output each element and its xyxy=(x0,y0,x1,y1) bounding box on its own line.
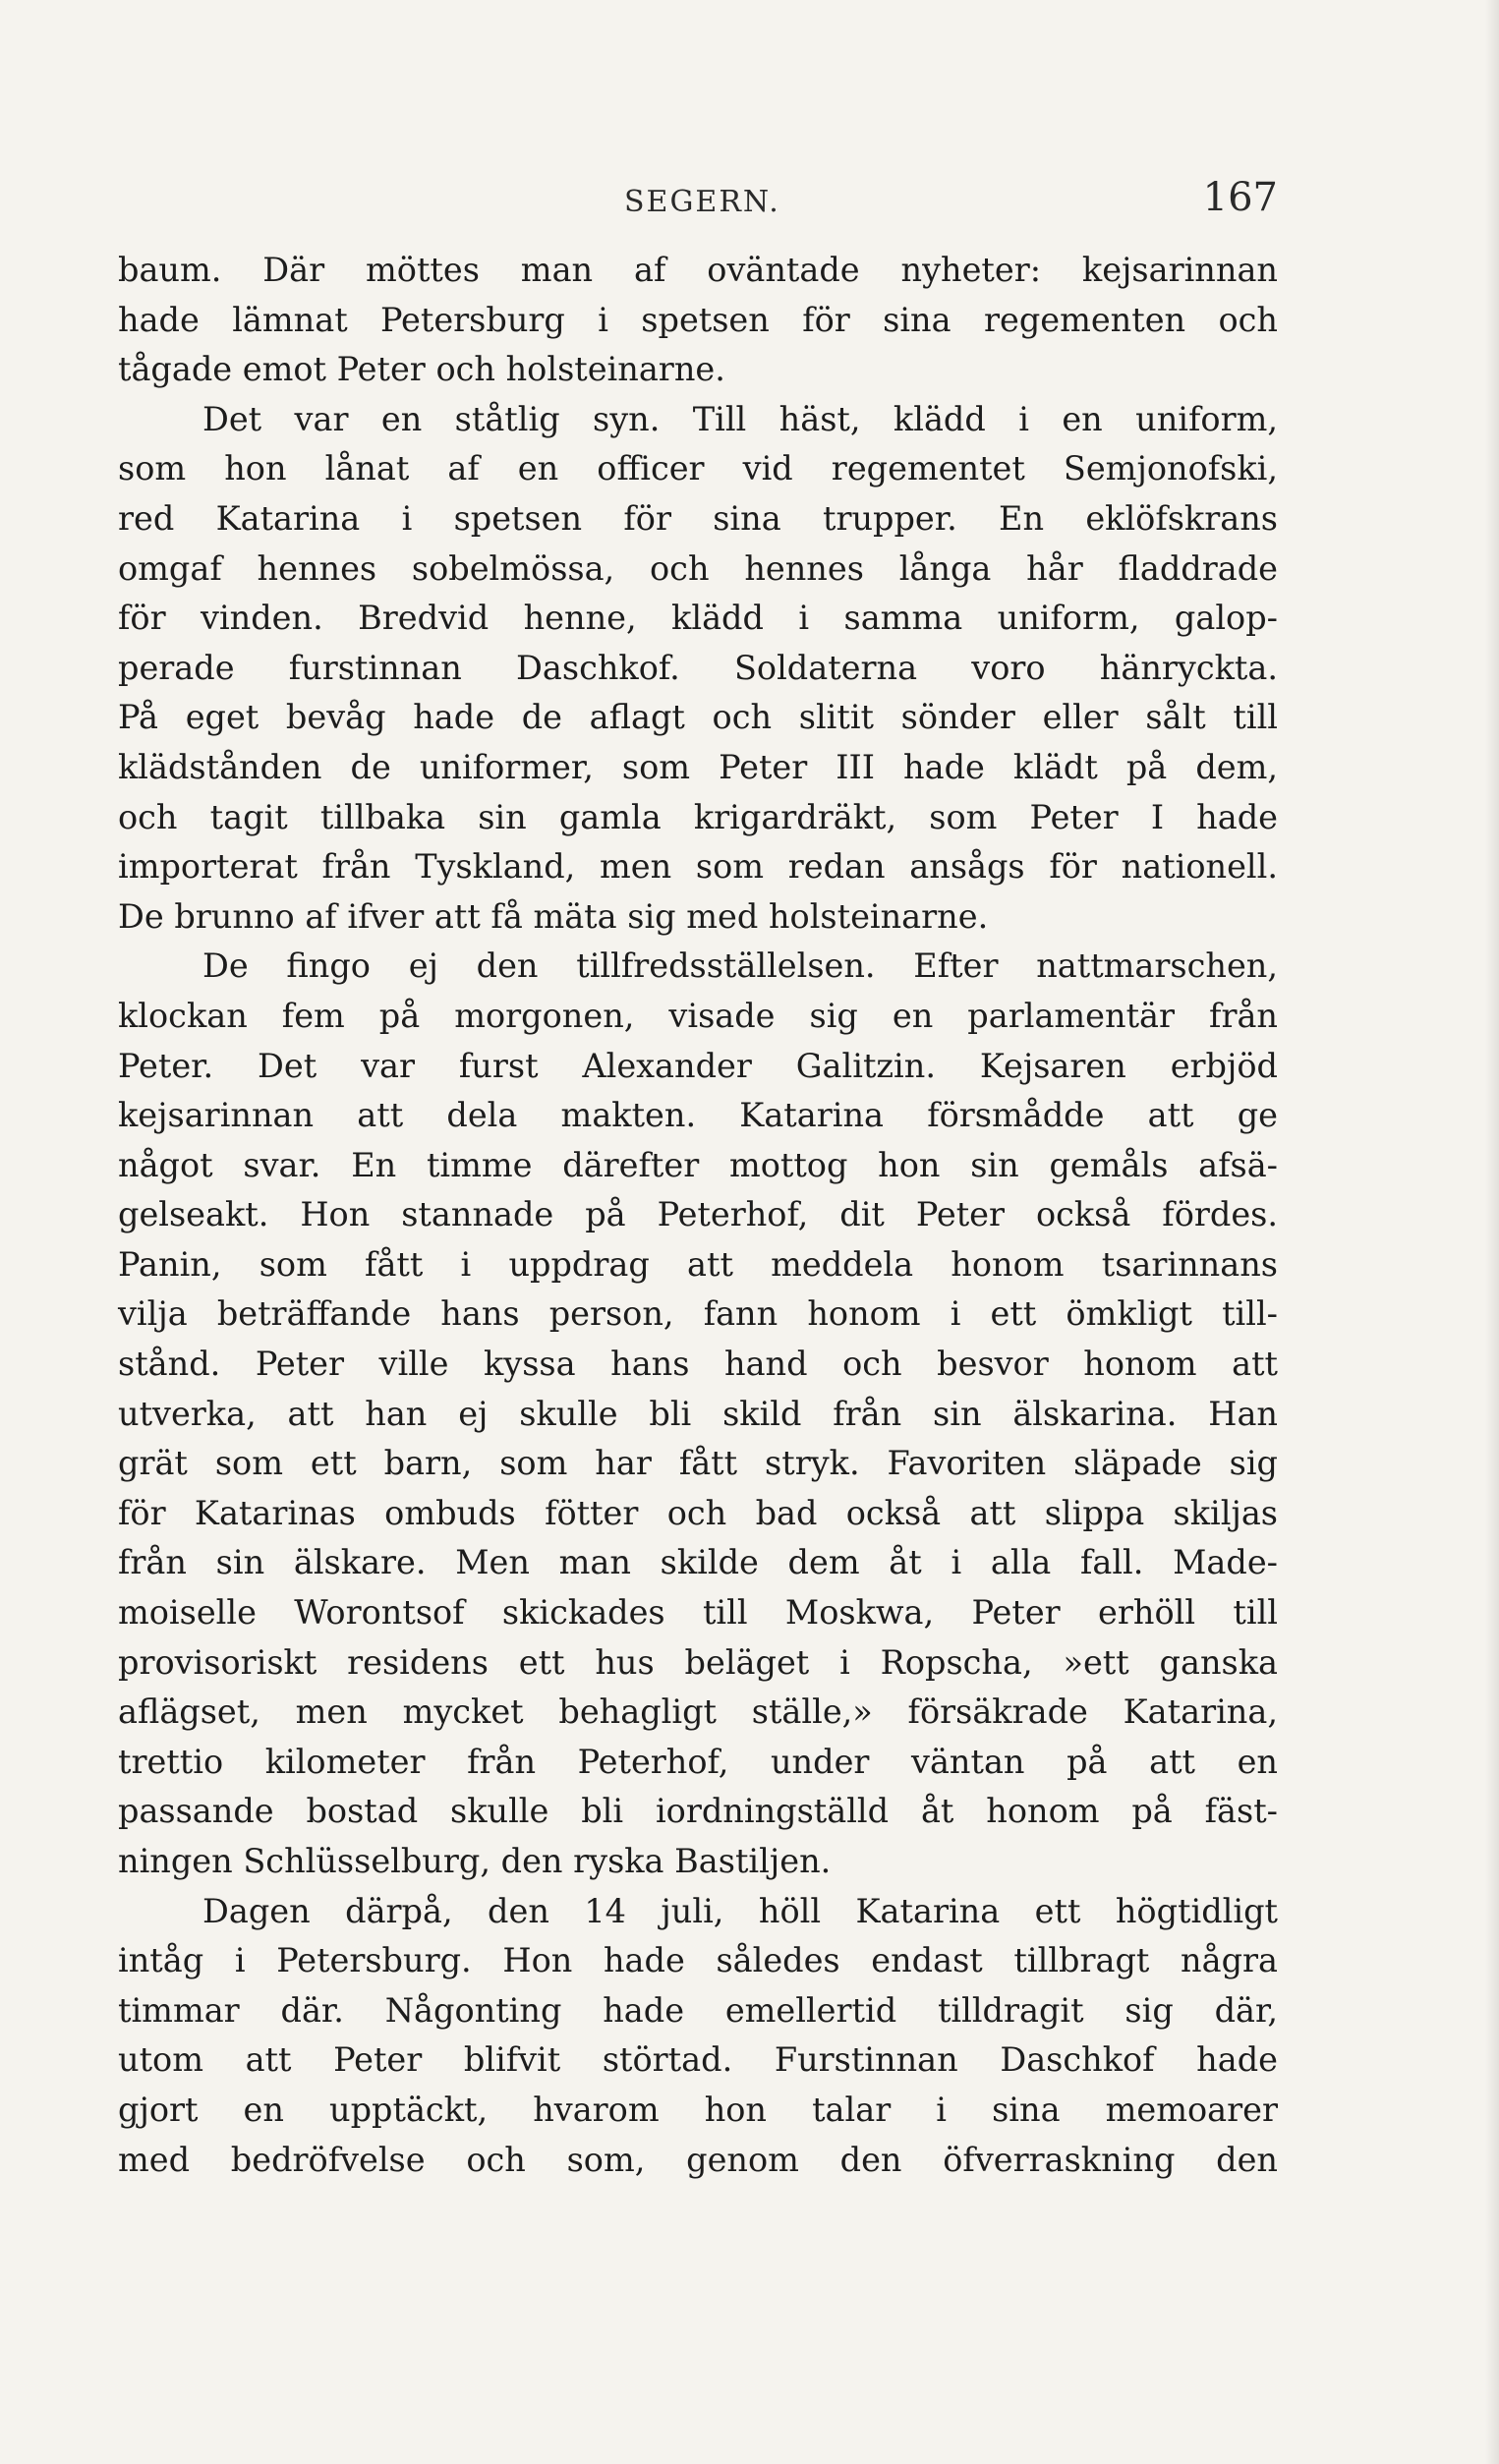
text-line: perade furstinnan Daschkof. Soldaterna voro hänryckta. xyxy=(118,648,1278,687)
text-line: Det var en ståtlig syn. Till häst, klädd i en uniform, xyxy=(202,399,1278,438)
text-line: utverka, att han ej skulle bli skild från sin älskarina. Han xyxy=(118,1394,1278,1433)
text-line: tågade emot Peter och holsteinarne. xyxy=(118,350,725,389)
text-line: utom att Peter blifvit störtad. Furstinnan Daschkof hade xyxy=(118,2040,1278,2080)
text-line: ningen Schlüsselburg, den ryska Bastiljen. xyxy=(118,1842,832,1880)
text-line: trettio kilometer från Peterhof, under väntan på att en xyxy=(118,1742,1278,1781)
text-line: för vinden. Bredvid henne, klädd i samma uniform, galop- xyxy=(118,599,1278,638)
text-line: aflägset, men mycket behagligt ställe,» försäkrade Katarina, xyxy=(118,1692,1278,1732)
text-line: med bedröfvelse och som, genom den öfverraskning den xyxy=(118,2140,1278,2179)
text-line: och tagit tillbaka sin gamla krigardräkt, som Peter I hade xyxy=(118,797,1278,836)
text-line: baum. Där möttes man af oväntade nyheter: kejsarinnan xyxy=(118,251,1278,289)
text-line: importerat från Tyskland, men som redan ansågs för nationell. xyxy=(118,847,1278,887)
text-line: som hon lånat af en officer vid regementet Semjonofski, xyxy=(118,449,1278,488)
text-line: hade lämnat Petersburg i spetsen för sina regementen och xyxy=(118,300,1278,339)
text-line: kejsarinnan att dela makten. Katarina försmådde att ge xyxy=(118,1096,1278,1135)
body-text xyxy=(118,246,1278,2185)
page-header xyxy=(118,175,1278,234)
text-line: På eget bevåg hade de aflagt och slitit sönder eller sålt till xyxy=(118,698,1278,737)
text-line: gelseakt. Hon stannade på Peterhof, dit Peter också fördes. xyxy=(118,1195,1278,1234)
text-line: stånd. Peter ville kyssa hans hand och besvor honom att xyxy=(118,1345,1278,1384)
text-line: intåg i Petersburg. Hon hade således endast tillbragt några xyxy=(118,1941,1278,1980)
text-line: provisoriskt residens ett hus beläget i Ropscha, »ett ganska xyxy=(118,1642,1278,1682)
text-line: klädstånden de uniformer, som Peter III hade klädt på dem, xyxy=(118,747,1278,786)
page-number: 167 xyxy=(1202,175,1278,220)
text-line: något svar. En timme därefter mottog hon sin gemåls afsä- xyxy=(118,1145,1278,1184)
text-line: red Katarina i spetsen för sina trupper. En eklöfskrans xyxy=(118,498,1278,538)
text-line: vilja beträffande hans person, fann honom i ett ömkligt till- xyxy=(118,1294,1278,1334)
text-line: Panin, som fått i uppdrag att meddela honom tsarinnans xyxy=(118,1244,1278,1284)
text-line: Peter. Det var furst Alexander Galitzin. Kejsaren erbjöd xyxy=(118,1046,1278,1085)
text-line: Dagen därpå, den 14 juli, höll Katarina ett högtidligt xyxy=(202,1891,1278,1930)
text-line: från sin älskare. Men man skilde dem åt i alla fall. Made- xyxy=(118,1543,1278,1582)
text-line: grät som ett barn, som har fått stryk. Favoriten släpade sig xyxy=(118,1444,1278,1483)
text-line: timmar där. Någonting hade emellertid tilldragit sig där, xyxy=(118,1990,1278,2030)
page-edge-shadow xyxy=(1485,0,1499,2464)
text-line: gjort en upptäckt, hvarom hon talar i sina memoarer xyxy=(118,2090,1278,2129)
text-line: De brunno af ifver att få mäta sig med holsteinarne. xyxy=(118,896,989,936)
running-head: SEGERN. xyxy=(624,185,780,219)
text-line: De fingo ej den tillfredsställelsen. Efter nattmarschen, xyxy=(202,946,1278,986)
text-line: moiselle Worontsof skickades till Moskwa, Peter erhöll till xyxy=(118,1593,1278,1633)
text-line: omgaf hennes sobelmössa, och hennes långa hår fladdrade xyxy=(118,548,1278,588)
text-line: passande bostad skulle bli iordningställd åt honom på fäst- xyxy=(118,1792,1278,1831)
text-line: för Katarinas ombuds fötter och bad också att slippa skiljas xyxy=(118,1493,1278,1532)
text-line: klockan fem på morgonen, visade sig en parlamentär från xyxy=(118,996,1278,1035)
